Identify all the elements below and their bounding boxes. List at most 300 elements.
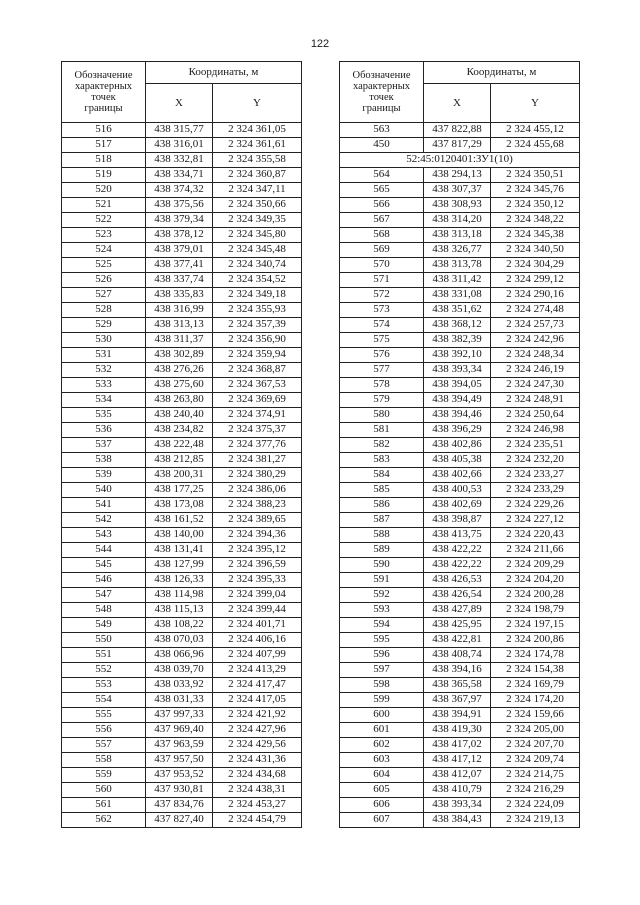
x-coordinate-cell: 438 427,89 <box>424 603 491 618</box>
point-number-cell: 538 <box>62 453 146 468</box>
y-coordinate-cell: 2 324 454,79 <box>213 813 302 828</box>
table-row <box>340 648 580 663</box>
x-coordinate-cell: 438 127,99 <box>146 558 213 573</box>
point-number-cell: 528 <box>62 303 146 318</box>
x-coordinate-cell: 438 375,56 <box>146 198 213 213</box>
table-row <box>340 723 580 738</box>
y-coordinate-cell: 2 324 395,12 <box>213 543 302 558</box>
point-number-cell: 546 <box>62 573 146 588</box>
y-coordinate-cell: 2 324 438,31 <box>213 783 302 798</box>
x-coordinate-cell: 438 331,08 <box>424 288 491 303</box>
table-row <box>340 213 580 228</box>
y-coordinate-cell: 2 324 345,80 <box>213 228 302 243</box>
table-row <box>340 813 580 828</box>
point-number-cell: 562 <box>62 813 146 828</box>
header-line: границы <box>84 103 123 114</box>
y-coordinate-cell: 2 324 455,12 <box>491 123 580 138</box>
table-row <box>62 378 302 393</box>
point-number-cell: 578 <box>340 378 424 393</box>
table-row <box>340 798 580 813</box>
point-number-cell: 589 <box>340 543 424 558</box>
point-number-cell: 532 <box>62 363 146 378</box>
table-row <box>62 798 302 813</box>
table-row <box>340 393 580 408</box>
x-coordinate-cell: 438 394,16 <box>424 663 491 678</box>
table-row <box>62 393 302 408</box>
point-number-cell: 550 <box>62 633 146 648</box>
table-row <box>62 483 302 498</box>
point-number-cell: 534 <box>62 393 146 408</box>
x-coordinate-cell: 438 307,37 <box>424 183 491 198</box>
y-coordinate-cell: 2 324 427,96 <box>213 723 302 738</box>
table-row <box>62 543 302 558</box>
point-number-cell: 580 <box>340 408 424 423</box>
header-line: характерных <box>352 81 411 92</box>
y-coordinate-cell: 2 324 355,93 <box>213 303 302 318</box>
x-coordinate-cell: 438 173,08 <box>146 498 213 513</box>
y-coordinate-cell: 2 324 174,20 <box>491 693 580 708</box>
x-coordinate-cell: 438 402,69 <box>424 498 491 513</box>
y-coordinate-cell: 2 324 257,73 <box>491 318 580 333</box>
x-coordinate-cell: 438 332,81 <box>146 153 213 168</box>
point-number-cell: 533 <box>62 378 146 393</box>
point-number-cell: 557 <box>62 738 146 753</box>
y-coordinate-cell: 2 324 357,39 <box>213 318 302 333</box>
y-coordinate-cell: 2 324 242,96 <box>491 333 580 348</box>
y-coordinate-cell: 2 324 345,76 <box>491 183 580 198</box>
y-coordinate-cell: 2 324 375,37 <box>213 423 302 438</box>
point-number-cell: 587 <box>340 513 424 528</box>
point-number-cell: 598 <box>340 678 424 693</box>
y-coordinate-cell: 2 324 349,18 <box>213 288 302 303</box>
y-coordinate-cell: 2 324 219,13 <box>491 813 580 828</box>
x-coordinate-cell: 438 396,29 <box>424 423 491 438</box>
point-number-cell: 582 <box>340 438 424 453</box>
table-row <box>340 438 580 453</box>
table-row <box>340 273 580 288</box>
y-coordinate-cell: 2 324 248,34 <box>491 348 580 363</box>
point-number-cell: 570 <box>340 258 424 273</box>
x-coordinate-cell: 438 316,01 <box>146 138 213 153</box>
table-row <box>340 228 580 243</box>
x-coordinate-cell: 438 308,93 <box>424 198 491 213</box>
y-coordinate-cell: 2 324 413,29 <box>213 663 302 678</box>
table-row <box>340 453 580 468</box>
y-coordinate-cell: 2 324 374,91 <box>213 408 302 423</box>
x-coordinate-cell: 438 314,20 <box>424 213 491 228</box>
table-row <box>62 693 302 708</box>
point-number-cell: 607 <box>340 813 424 828</box>
table-row <box>62 813 302 828</box>
coordinates-header: Координаты, м <box>146 62 302 84</box>
x-coordinate-cell: 438 115,13 <box>146 603 213 618</box>
point-number-cell: 600 <box>340 708 424 723</box>
table-row <box>340 603 580 618</box>
x-coordinate-cell: 438 031,33 <box>146 693 213 708</box>
y-coordinate-cell: 2 324 154,38 <box>491 663 580 678</box>
point-number-cell: 586 <box>340 498 424 513</box>
x-coordinate-cell: 438 334,71 <box>146 168 213 183</box>
y-coordinate-cell: 2 324 394,36 <box>213 528 302 543</box>
table-row <box>62 738 302 753</box>
x-coordinate-cell: 438 394,05 <box>424 378 491 393</box>
y-coordinate-cell: 2 324 350,12 <box>491 198 580 213</box>
point-number-cell: 519 <box>62 168 146 183</box>
table-row <box>62 168 302 183</box>
table-row <box>62 468 302 483</box>
x-coordinate-cell: 438 212,85 <box>146 453 213 468</box>
y-coordinate-cell: 2 324 417,05 <box>213 693 302 708</box>
point-number-cell: 564 <box>340 168 424 183</box>
x-coordinate-cell: 438 393,34 <box>424 363 491 378</box>
x-coordinate-cell: 438 417,02 <box>424 738 491 753</box>
point-number-cell: 560 <box>62 783 146 798</box>
table-row <box>340 198 580 213</box>
y-coordinate-cell: 2 324 248,91 <box>491 393 580 408</box>
x-coordinate-cell: 438 316,99 <box>146 303 213 318</box>
y-coordinate-cell: 2 324 211,66 <box>491 543 580 558</box>
x-coordinate-cell: 438 379,34 <box>146 213 213 228</box>
x-coordinate-cell: 438 419,30 <box>424 723 491 738</box>
y-coordinate-cell: 2 324 197,15 <box>491 618 580 633</box>
point-number-cell: 571 <box>340 273 424 288</box>
table-row <box>340 498 580 513</box>
section-row <box>340 153 580 168</box>
table-row <box>62 513 302 528</box>
y-coordinate-cell: 2 324 359,94 <box>213 348 302 363</box>
x-coordinate-cell: 438 177,25 <box>146 483 213 498</box>
x-coordinate-cell: 438 392,10 <box>424 348 491 363</box>
point-number-cell: 537 <box>62 438 146 453</box>
coordinates-table-left <box>61 61 302 828</box>
x-coordinate-cell: 438 335,83 <box>146 288 213 303</box>
point-number-cell: 554 <box>62 693 146 708</box>
table-body-left <box>62 123 302 828</box>
table-row <box>340 513 580 528</box>
table-row <box>340 363 580 378</box>
y-coordinate-cell: 2 324 250,64 <box>491 408 580 423</box>
point-number-cell: 530 <box>62 333 146 348</box>
y-coordinate-cell: 2 324 399,44 <box>213 603 302 618</box>
x-coordinate-cell: 438 070,03 <box>146 633 213 648</box>
y-coordinate-cell: 2 324 360,87 <box>213 168 302 183</box>
table-row <box>340 378 580 393</box>
table-row <box>340 138 580 153</box>
y-coordinate-cell: 2 324 235,51 <box>491 438 580 453</box>
header-line: Обозначение <box>74 70 133 81</box>
y-coordinate-cell: 2 324 350,51 <box>491 168 580 183</box>
y-coordinate-cell: 2 324 209,29 <box>491 558 580 573</box>
x-coordinate-cell: 438 114,98 <box>146 588 213 603</box>
y-coordinate-cell: 2 324 214,75 <box>491 768 580 783</box>
x-coordinate-cell: 438 402,66 <box>424 468 491 483</box>
point-number-cell: 549 <box>62 618 146 633</box>
point-number-cell: 520 <box>62 183 146 198</box>
point-number-cell: 542 <box>62 513 146 528</box>
point-number-cell: 531 <box>62 348 146 363</box>
y-coordinate-cell: 2 324 361,61 <box>213 138 302 153</box>
x-coordinate-cell: 438 161,52 <box>146 513 213 528</box>
x-coordinate-cell: 438 426,54 <box>424 588 491 603</box>
point-number-cell: 553 <box>62 678 146 693</box>
y-coordinate-cell: 2 324 204,20 <box>491 573 580 588</box>
y-coordinate-cell: 2 324 381,27 <box>213 453 302 468</box>
point-number-cell: 594 <box>340 618 424 633</box>
y-coordinate-cell: 2 324 247,30 <box>491 378 580 393</box>
table-row <box>340 408 580 423</box>
y-coordinate-cell: 2 324 389,65 <box>213 513 302 528</box>
table-row <box>62 573 302 588</box>
table-row <box>340 528 580 543</box>
table-row <box>340 678 580 693</box>
table-row <box>62 363 302 378</box>
y-coordinate-cell: 2 324 386,06 <box>213 483 302 498</box>
x-coordinate-cell: 438 365,58 <box>424 678 491 693</box>
x-coordinate-cell: 438 400,53 <box>424 483 491 498</box>
y-coordinate-cell: 2 324 229,26 <box>491 498 580 513</box>
y-coordinate-cell: 2 324 274,48 <box>491 303 580 318</box>
point-number-cell: 543 <box>62 528 146 543</box>
y-coordinate-cell: 2 324 434,68 <box>213 768 302 783</box>
point-number-cell: 518 <box>62 153 146 168</box>
x-coordinate-cell: 438 240,40 <box>146 408 213 423</box>
point-number-cell: 601 <box>340 723 424 738</box>
point-number-cell: 596 <box>340 648 424 663</box>
table-row <box>62 198 302 213</box>
point-number-cell: 526 <box>62 273 146 288</box>
point-number-cell: 591 <box>340 573 424 588</box>
x-coordinate-cell: 438 263,80 <box>146 393 213 408</box>
table-row <box>62 183 302 198</box>
table-row <box>340 348 580 363</box>
table-row <box>62 273 302 288</box>
y-coordinate-cell: 2 324 406,16 <box>213 633 302 648</box>
table-row <box>62 303 302 318</box>
y-coordinate-cell: 2 324 227,12 <box>491 513 580 528</box>
point-column-header <box>340 62 424 123</box>
table-row <box>62 558 302 573</box>
x-coordinate-cell: 438 374,32 <box>146 183 213 198</box>
point-number-cell: 516 <box>62 123 146 138</box>
x-coordinate-cell: 438 326,77 <box>424 243 491 258</box>
table-row <box>62 753 302 768</box>
x-coordinate-cell: 438 131,41 <box>146 543 213 558</box>
table-row <box>340 693 580 708</box>
table-row <box>62 243 302 258</box>
table-row <box>340 168 580 183</box>
table-row <box>62 603 302 618</box>
x-coordinate-cell: 438 222,48 <box>146 438 213 453</box>
y-coordinate-cell: 2 324 216,29 <box>491 783 580 798</box>
x-coordinate-cell: 438 413,75 <box>424 528 491 543</box>
point-number-cell: 595 <box>340 633 424 648</box>
y-coordinate-cell: 2 324 340,74 <box>213 258 302 273</box>
x-coordinate-cell: 438 140,00 <box>146 528 213 543</box>
x-coordinate-cell: 438 408,74 <box>424 648 491 663</box>
point-number-cell: 540 <box>62 483 146 498</box>
x-coordinate-cell: 438 384,43 <box>424 813 491 828</box>
table-row <box>62 783 302 798</box>
x-coordinate-cell: 437 953,52 <box>146 768 213 783</box>
table-body-right <box>340 123 580 828</box>
y-coordinate-cell: 2 324 290,16 <box>491 288 580 303</box>
point-number-cell: 551 <box>62 648 146 663</box>
point-number-cell: 525 <box>62 258 146 273</box>
y-coordinate-cell: 2 324 200,28 <box>491 588 580 603</box>
table-row <box>62 528 302 543</box>
point-number-cell: 450 <box>340 138 424 153</box>
y-coordinate-cell: 2 324 354,52 <box>213 273 302 288</box>
point-number-cell: 574 <box>340 318 424 333</box>
point-number-cell: 545 <box>62 558 146 573</box>
y-coordinate-cell: 2 324 345,38 <box>491 228 580 243</box>
x-coordinate-cell: 438 313,78 <box>424 258 491 273</box>
y-coordinate-cell: 2 324 205,00 <box>491 723 580 738</box>
point-number-cell: 577 <box>340 363 424 378</box>
table-row <box>340 543 580 558</box>
table-row <box>340 288 580 303</box>
x-column-header: X <box>146 84 213 123</box>
table-row <box>62 663 302 678</box>
x-coordinate-cell: 438 302,89 <box>146 348 213 363</box>
x-coordinate-cell: 438 275,60 <box>146 378 213 393</box>
y-coordinate-cell: 2 324 198,79 <box>491 603 580 618</box>
point-number-cell: 575 <box>340 333 424 348</box>
y-coordinate-cell: 2 324 304,29 <box>491 258 580 273</box>
x-coordinate-cell: 438 234,82 <box>146 423 213 438</box>
table-row <box>62 453 302 468</box>
point-number-cell: 552 <box>62 663 146 678</box>
x-coordinate-cell: 438 394,49 <box>424 393 491 408</box>
point-number-cell: 547 <box>62 588 146 603</box>
point-number-cell: 602 <box>340 738 424 753</box>
table-row <box>62 228 302 243</box>
header-line: точек <box>91 92 116 103</box>
x-coordinate-cell: 438 412,07 <box>424 768 491 783</box>
y-coordinate-cell: 2 324 429,56 <box>213 738 302 753</box>
table-row <box>340 663 580 678</box>
y-coordinate-cell: 2 324 345,48 <box>213 243 302 258</box>
table-row <box>62 288 302 303</box>
y-coordinate-cell: 2 324 174,78 <box>491 648 580 663</box>
y-coordinate-cell: 2 324 417,47 <box>213 678 302 693</box>
table-row <box>62 348 302 363</box>
point-number-cell: 524 <box>62 243 146 258</box>
x-coordinate-cell: 438 033,92 <box>146 678 213 693</box>
y-coordinate-cell: 2 324 368,87 <box>213 363 302 378</box>
point-number-cell: 523 <box>62 228 146 243</box>
y-coordinate-cell: 2 324 224,09 <box>491 798 580 813</box>
y-coordinate-cell: 2 324 388,23 <box>213 498 302 513</box>
table-row <box>340 258 580 273</box>
point-number-cell: 527 <box>62 288 146 303</box>
table-row <box>62 258 302 273</box>
point-number-cell: 544 <box>62 543 146 558</box>
header-line: границы <box>362 103 401 114</box>
y-coordinate-cell: 2 324 401,71 <box>213 618 302 633</box>
point-number-cell: 569 <box>340 243 424 258</box>
x-coordinate-cell: 438 422,81 <box>424 633 491 648</box>
table-row <box>340 768 580 783</box>
point-number-cell: 548 <box>62 603 146 618</box>
point-number-cell: 567 <box>340 213 424 228</box>
y-coordinate-cell: 2 324 380,29 <box>213 468 302 483</box>
point-number-cell: 597 <box>340 663 424 678</box>
x-coordinate-cell: 438 368,12 <box>424 318 491 333</box>
y-coordinate-cell: 2 324 340,50 <box>491 243 580 258</box>
y-coordinate-cell: 2 324 246,19 <box>491 363 580 378</box>
y-coordinate-cell: 2 324 232,20 <box>491 453 580 468</box>
x-coordinate-cell: 438 394,91 <box>424 708 491 723</box>
y-coordinate-cell: 2 324 350,66 <box>213 198 302 213</box>
table-row <box>62 438 302 453</box>
table-row <box>62 213 302 228</box>
x-coordinate-cell: 438 311,42 <box>424 273 491 288</box>
table-row <box>340 618 580 633</box>
x-coordinate-cell: 438 351,62 <box>424 303 491 318</box>
x-coordinate-cell: 438 398,87 <box>424 513 491 528</box>
y-column-header: Y <box>491 84 580 123</box>
y-coordinate-cell: 2 324 200,86 <box>491 633 580 648</box>
x-coordinate-cell: 437 957,50 <box>146 753 213 768</box>
y-coordinate-cell: 2 324 455,68 <box>491 138 580 153</box>
point-number-cell: 563 <box>340 123 424 138</box>
y-coordinate-cell: 2 324 356,90 <box>213 333 302 348</box>
x-coordinate-cell: 438 425,95 <box>424 618 491 633</box>
y-coordinate-cell: 2 324 299,12 <box>491 273 580 288</box>
point-number-cell: 585 <box>340 483 424 498</box>
table-row <box>62 408 302 423</box>
y-coordinate-cell: 2 324 361,05 <box>213 123 302 138</box>
table-row <box>62 498 302 513</box>
table-row <box>340 738 580 753</box>
x-coordinate-cell: 438 276,26 <box>146 363 213 378</box>
point-number-cell: 592 <box>340 588 424 603</box>
y-coordinate-cell: 2 324 421,92 <box>213 708 302 723</box>
table-row <box>62 123 302 138</box>
point-number-cell: 541 <box>62 498 146 513</box>
y-coordinate-cell: 2 324 367,53 <box>213 378 302 393</box>
x-coordinate-cell: 438 126,33 <box>146 573 213 588</box>
point-number-cell: 599 <box>340 693 424 708</box>
point-number-cell: 529 <box>62 318 146 333</box>
section-label: 52:45:0120401:ЗУ1(10) <box>340 153 580 168</box>
table-row <box>340 708 580 723</box>
point-number-cell: 559 <box>62 768 146 783</box>
y-column-header: Y <box>213 84 302 123</box>
table-row <box>62 318 302 333</box>
y-coordinate-cell: 2 324 453,27 <box>213 798 302 813</box>
point-number-cell: 522 <box>62 213 146 228</box>
y-coordinate-cell: 2 324 169,79 <box>491 678 580 693</box>
x-coordinate-cell: 437 822,88 <box>424 123 491 138</box>
table-row <box>340 468 580 483</box>
table-row <box>62 678 302 693</box>
y-coordinate-cell: 2 324 355,58 <box>213 153 302 168</box>
table-row <box>340 588 580 603</box>
table-row <box>340 333 580 348</box>
x-coordinate-cell: 437 997,33 <box>146 708 213 723</box>
x-coordinate-cell: 438 410,79 <box>424 783 491 798</box>
point-number-cell: 605 <box>340 783 424 798</box>
x-coordinate-cell: 438 313,18 <box>424 228 491 243</box>
table-row <box>62 723 302 738</box>
y-coordinate-cell: 2 324 348,22 <box>491 213 580 228</box>
table-row <box>62 708 302 723</box>
table-row <box>340 183 580 198</box>
x-coordinate-cell: 438 422,22 <box>424 543 491 558</box>
y-coordinate-cell: 2 324 395,33 <box>213 573 302 588</box>
